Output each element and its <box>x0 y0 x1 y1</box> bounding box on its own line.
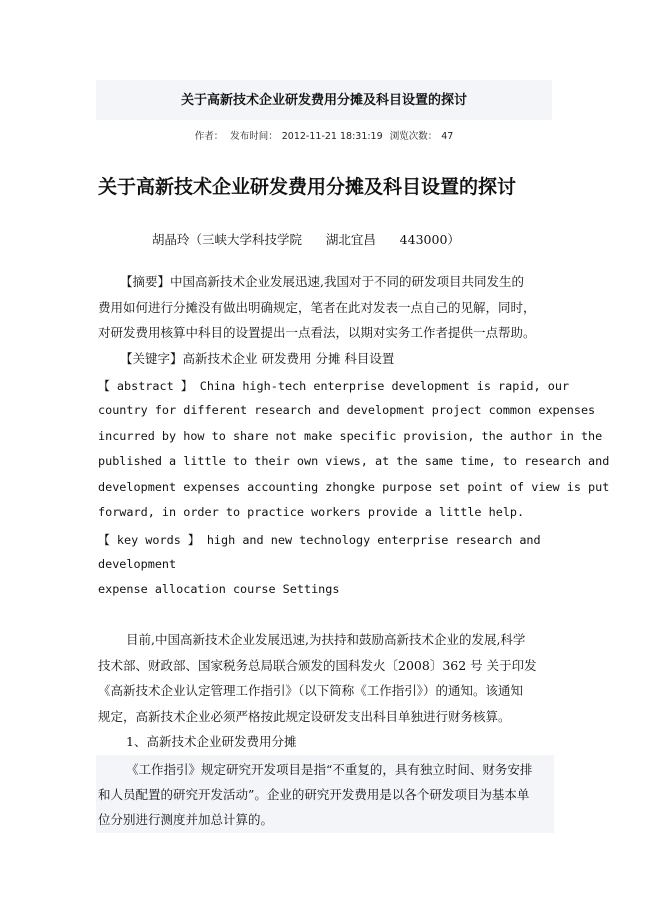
quote-line: 位分别进行测度并加总计算的。 <box>98 812 274 827</box>
keywords-en-line: 【 key words 】 high and new technology enterprise research and <box>98 533 541 547</box>
article-title: 关于高新技术企业研发费用分摊及科目设置的探讨 <box>98 176 517 198</box>
abstract-cn-line: 对研发费用核算中科目的设置提出一点看法，以期对实务工作者提供一点帮助。 <box>98 325 536 340</box>
abstract-en-line: country for different research and development project common expenses <box>98 403 596 417</box>
abstract-en-line: forward, in order to practice workers provide a little help. <box>98 505 525 519</box>
views-label: 浏览次数： <box>389 131 438 142</box>
body-line: 《高新技术企业认定管理工作指引》（以下简称《工作指引》）的通知。该通知 <box>98 683 524 698</box>
abstract-cn-line: 费用如何进行分摊没有做出明确规定，笔者在此对发表一点自己的见解，同时， <box>98 300 536 315</box>
abstract-en-line: 【 abstract 】 China high-tech enterprise development is rapid, our <box>98 379 570 393</box>
body-line: 规定，高新技术企业必须严格按此规定设研发支出科目单独进行财务核算。 <box>98 709 511 724</box>
views-value: 47 <box>441 131 454 142</box>
time-label: 发布时间： <box>230 131 278 142</box>
header-title: 关于高新技术企业研发费用分摊及科目设置的探讨 <box>180 93 467 108</box>
section-heading: 1、高新技术企业研发费用分摊 <box>126 734 297 749</box>
abstract-cn-line: 【摘要】中国高新技术企业发展迅速,我国对于不同的研发项目共同发生的 <box>120 274 524 289</box>
abstract-en-line: incurred by how to share not make specific provision, the author in the <box>98 429 603 443</box>
time-value: 2012-11-21 18:31:19 <box>281 131 383 142</box>
article-meta <box>96 128 552 142</box>
abstract-en-line: development expenses accounting zhongke purpose set point of view is put <box>98 480 610 494</box>
author-line: 胡晶玲（三峡大学科技学院 湖北宜昌 443000） <box>152 232 460 247</box>
keywords-en-line: development <box>98 557 177 571</box>
keywords-cn: 【关键字】高新技术企业 研发费用 分摊 科目设置 <box>120 351 395 366</box>
keywords-en-line: expense allocation course Settings <box>98 582 340 596</box>
quote-line: 《工作指引》规定研究开发项目是指“不重复的，具有独立时间、财务安排 <box>126 762 533 777</box>
abstract-en-line: published a little to their own views, at the same time, to research and <box>98 454 610 468</box>
quote-line: 和人员配置的研究开发活动”。企业的研究开发费用是以各个研发项目为基本单 <box>98 787 530 802</box>
body-line: 技术部、财政部、国家税务总局联合颁发的国科发火〔2008〕362 号 关于印发 <box>98 658 537 673</box>
author-label: 作者： <box>194 131 224 142</box>
body-line: 目前,中国高新技术企业发展迅速,为扶持和鼓励高新技术企业的发展,科学 <box>126 632 526 647</box>
